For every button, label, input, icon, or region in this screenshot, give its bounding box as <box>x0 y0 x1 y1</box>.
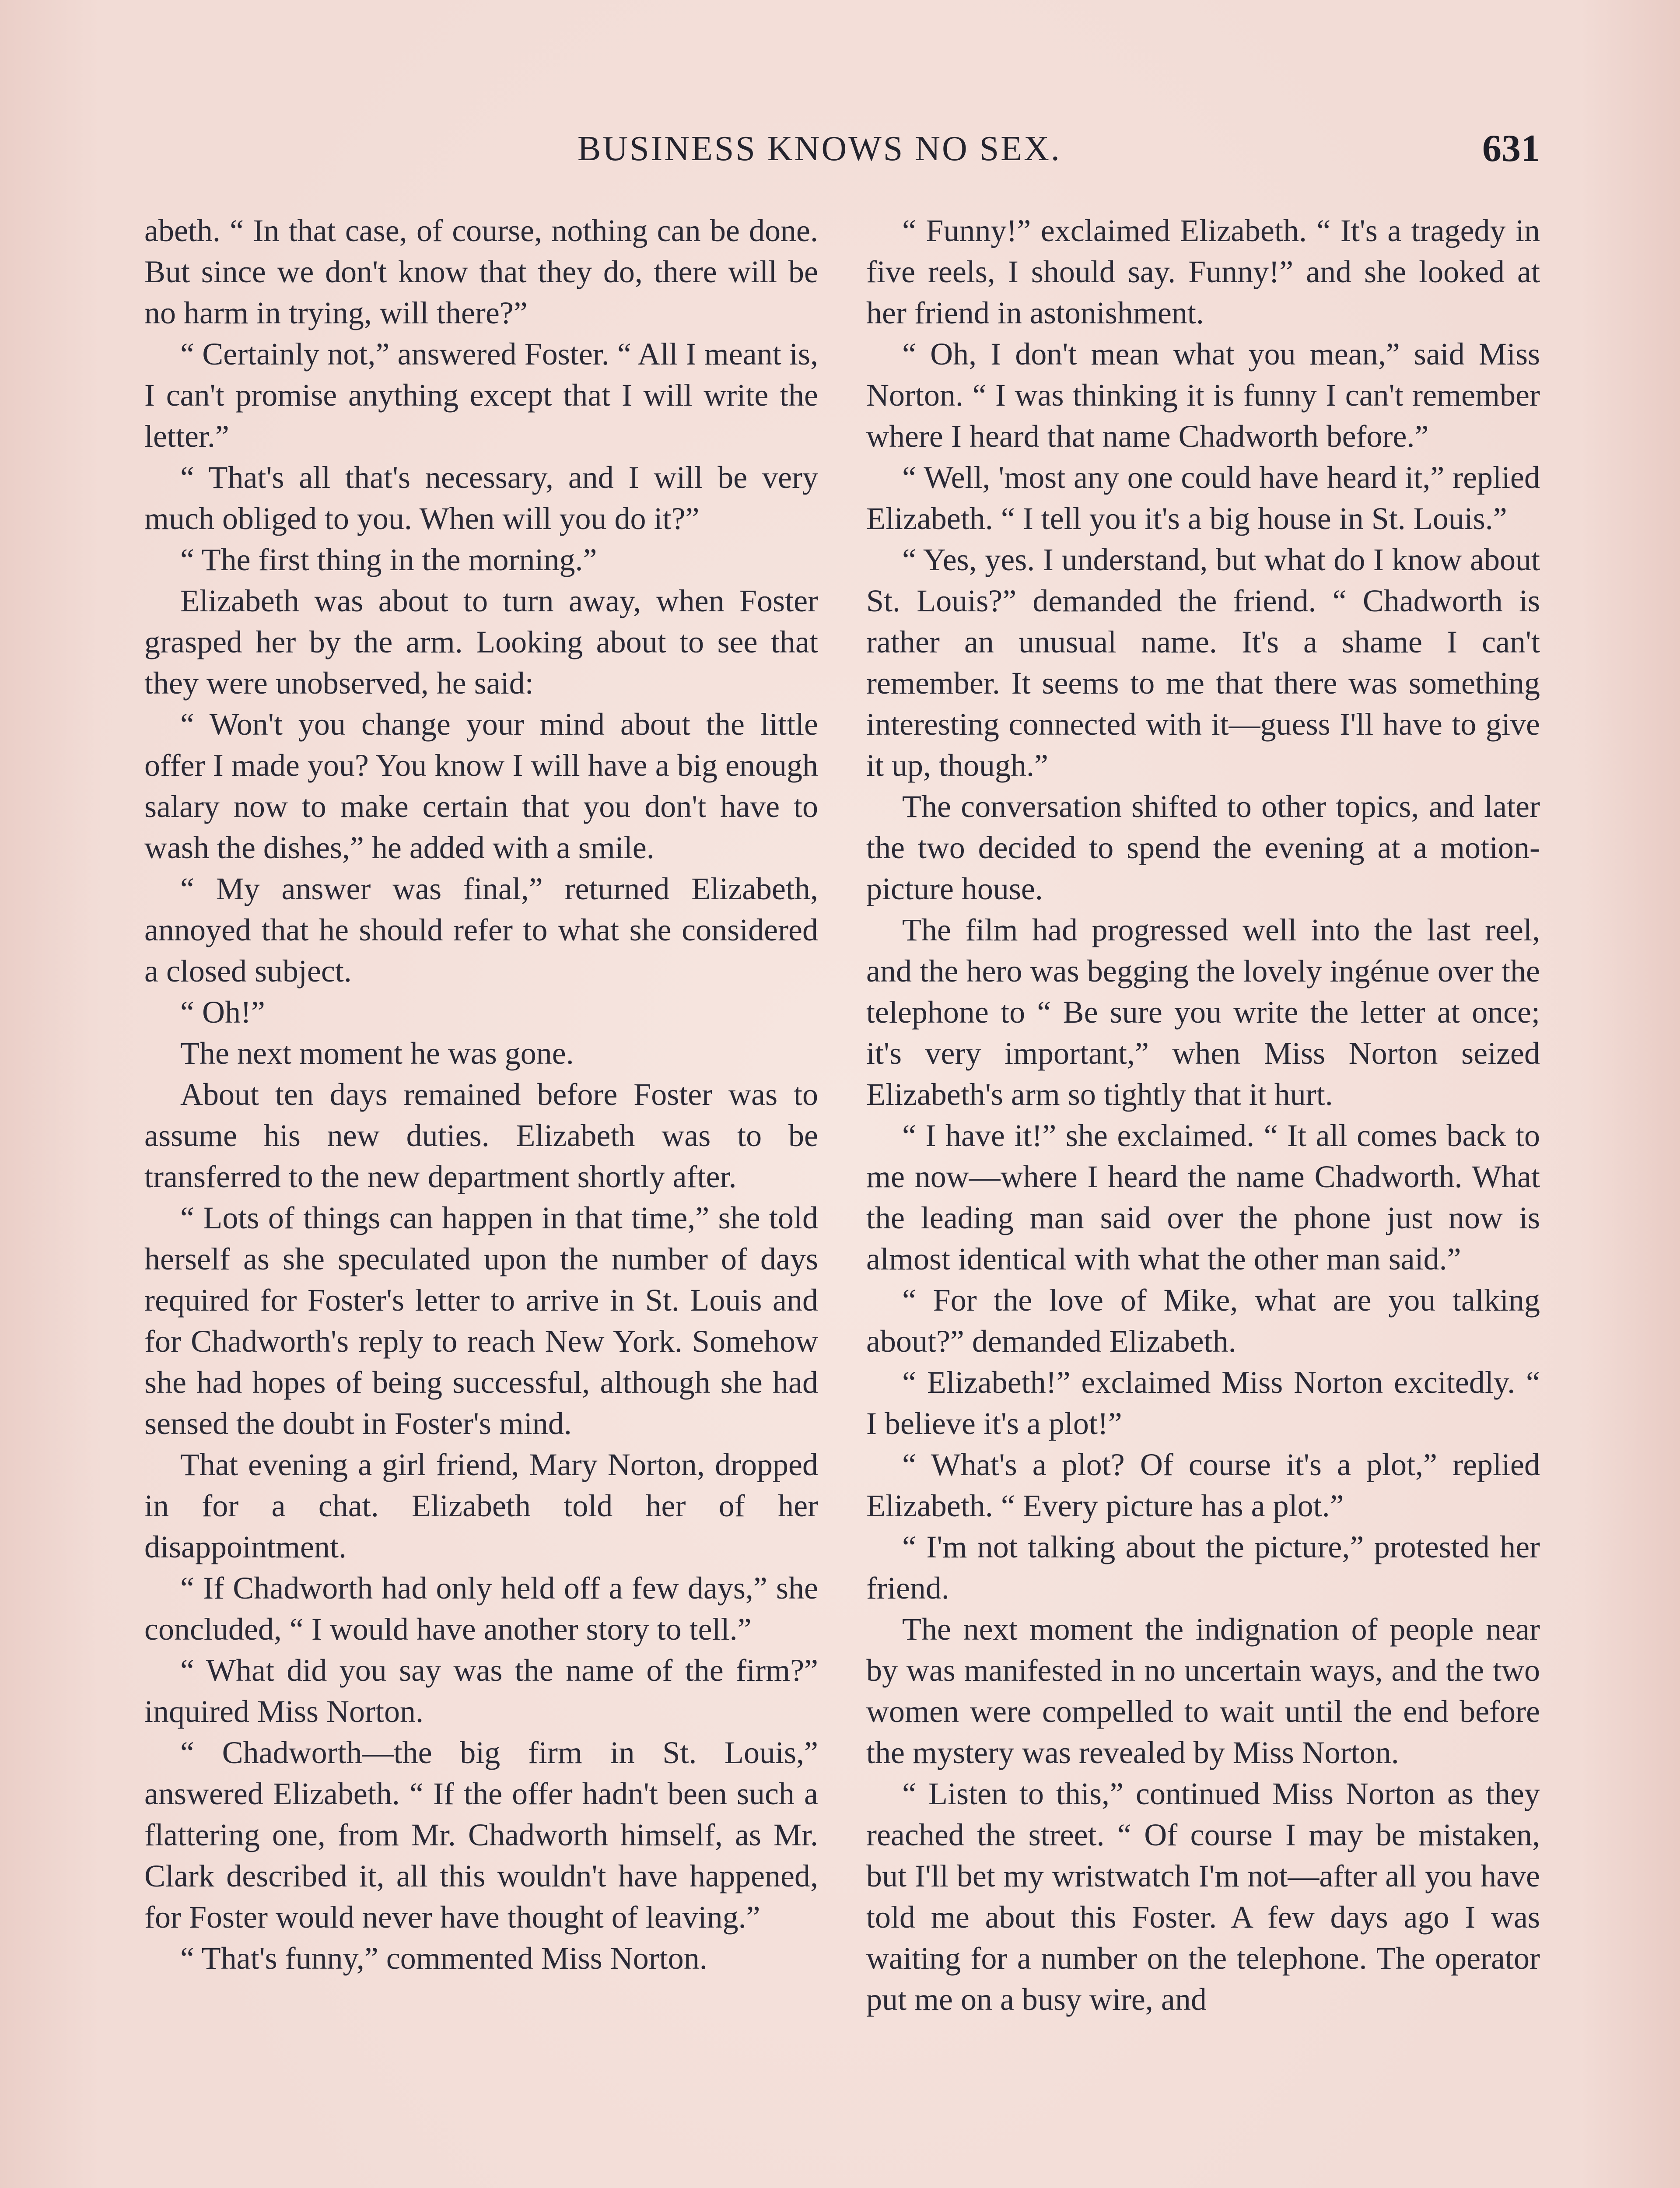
paragraph: “ Lots of things can happen in that time,” she told herself as she speculated upon the number of days required for Foster's letter to arrive in St. Louis and for Chadworth's reply to reach New York. Somehow she had hopes of being successful, although she had sensed the doubt in Foster's mind. <box>144 1200 818 1441</box>
paragraph: “ Oh!” <box>180 995 265 1030</box>
paragraph: About ten days remained before Foster was to assume his new duties. Elizabeth was to be transferred to the new department shortly after. <box>144 1077 818 1194</box>
paragraph: “ Won't you change your mind about the little offer I made you? You know I will have a big enough salary now to make certain that you don't have to wash the dishes,” he added with a smile. <box>144 707 818 865</box>
page-header <box>140 129 1540 182</box>
paragraph: Elizabeth was about to turn away, when Foster grasped her by the arm. Looking about to see that they were unobserved, he said: <box>144 583 818 701</box>
paragraph: “ Well, 'most any one could have heard it,” replied Elizabeth. “ I tell you it's a big house in St. Louis.” <box>866 460 1540 536</box>
left-column <box>144 210 818 1979</box>
paragraph: “ Chadworth—the big firm in St. Louis,” answered Elizabeth. “ If the offer hadn't been such a flattering one, from Mr. Chadworth himself, as Mr. Clark described it, all this wouldn't have happened, for Foster would never have thought of leaving.” <box>144 1735 818 1935</box>
paragraph: “ That's all that's necessary, and I will be very much obliged to you. When will you do it?” <box>144 460 818 536</box>
right-column <box>866 210 1540 2020</box>
paragraph: “ Listen to this,” continued Miss Norton as they reached the street. “ Of course I may be mistaken, but I'll bet my wristwatch I'm not—after all you have told me about this Foster. A few days ago I was waiting for a number on the telephone. The operator put me on a busy wire, and <box>866 1776 1540 2017</box>
body-text <box>144 210 1540 2188</box>
paragraph: “ Certainly not,” answered Foster. “ All I meant is, I can't promise anything except that I will write the letter.” <box>144 337 818 454</box>
paragraph: “ The first thing in the morning.” <box>180 542 597 577</box>
paragraph: The next moment he was gone. <box>180 1036 574 1071</box>
paragraph: “ What's a plot? Of course it's a plot,” replied Elizabeth. “ Every picture has a plot.” <box>866 1447 1540 1523</box>
running-title: BUSINESS KNOWS NO SEX. <box>578 130 1061 168</box>
paragraph: The film had progressed well into the last reel, and the hero was begging the lovely ingénue over the telephone to “ Be sure you write the letter at once; it's very important,” when Miss Norton seized Elizabeth's arm so tightly that it hurt. <box>866 912 1540 1112</box>
paragraph: “ I have it!” she exclaimed. “ It all comes back to me now—where I heard the name Chadworth. What the leading man said over the phone just now is almost identical with what the other man said.” <box>866 1118 1540 1276</box>
paragraph: abeth. “ In that case, of course, nothing can be done. But since we don't know that they do, there will be no harm in trying, will there?” <box>144 213 818 330</box>
paragraph: “ If Chadworth had only held off a few days,” she concluded, “ I would have another story to tell.” <box>144 1571 818 1647</box>
paragraph: That evening a girl friend, Mary Norton, dropped in for a chat. Elizabeth told her of her disappointment. <box>144 1447 818 1564</box>
paragraph: The next moment the indignation of people near by was manifested in no uncertain ways, and the two women were compelled to wait until the end before the mystery was revealed by Miss Norton. <box>866 1612 1540 1770</box>
paragraph: “ What did you say was the name of the firm?” inquired Miss Norton. <box>144 1653 818 1729</box>
paragraph: “ Elizabeth!” exclaimed Miss Norton excitedly. “ I believe it's a plot!” <box>866 1365 1540 1441</box>
paragraph: “ Oh, I don't mean what you mean,” said Miss Norton. “ I was thinking it is funny I can't remember where I heard that name Chadworth before.” <box>866 337 1540 454</box>
paragraph: “ For the love of Mike, what are you talking about?” demanded Elizabeth. <box>866 1283 1540 1359</box>
paragraph: The conversation shifted to other topics, and later the two decided to spend the evening at a motion-picture house. <box>866 789 1540 906</box>
paragraph: “ That's funny,” commented Miss Norton. <box>180 1941 707 1976</box>
paragraph: “ I'm not talking about the picture,” protested her friend. <box>866 1529 1540 1606</box>
paragraph: “ Funny!” exclaimed Elizabeth. “ It's a tragedy in five reels, I should say. Funny!” and she looked at her friend in astonishment. <box>866 213 1540 330</box>
paragraph: “ My answer was final,” returned Elizabeth, annoyed that he should refer to what she considered a closed subject. <box>144 871 818 989</box>
page-number: 631 <box>1482 127 1540 170</box>
paragraph: “ Yes, yes. I understand, but what do I know about St. Louis?” demanded the friend. “ Chadworth is rather an unusual name. It's a shame I can't remember. It seems to me that there was something interesting connected with it—guess I'll have to give it up, though.” <box>866 542 1540 783</box>
